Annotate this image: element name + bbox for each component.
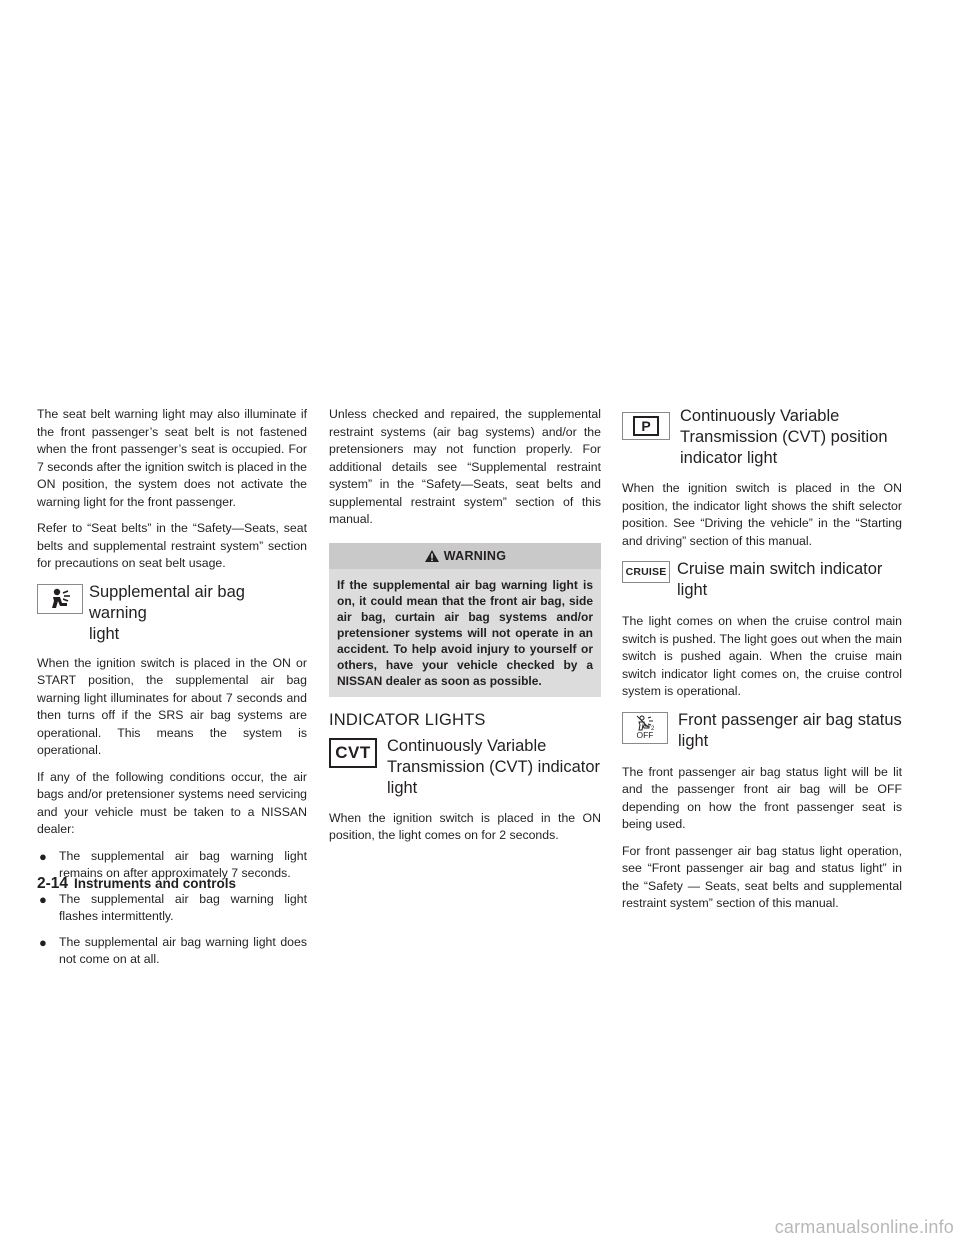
cvt-position-heading-line3: indicator light xyxy=(680,449,778,467)
column-middle xyxy=(329,406,601,854)
airbag-ignition-paragraph: When the ignition switch is placed in the ON or START position, the supplemental air bag warning light illuminates for about 7 seconds and then turns off if the SRS air bag systems are operational. This means the system is operational. xyxy=(37,655,307,757)
passenger-airbag-heading-line1: Front passenger air bag status xyxy=(678,710,902,729)
cvt-indicator-heading xyxy=(329,736,601,800)
passenger-airbag-paragraph: The front passenger air bag status light will be lit and the passenger front air bag will be OFF depending on how the front passenger seat is being used. xyxy=(622,764,902,831)
cvt-position-heading-line2: Transmission (CVT) position xyxy=(680,428,888,446)
svg-text:2: 2 xyxy=(651,726,655,731)
list-item: ● The supplemental air bag warning light remains on after approximately 7 seconds. xyxy=(39,848,307,880)
cruise-heading-line2: light xyxy=(677,581,708,599)
airbag-conditions-paragraph: If any of the following conditions occur, the air bags and/or pretensioner systems need servicing and your vehicle must be taken to a NISSAN dealer: xyxy=(37,769,307,836)
passenger-airbag-reference-paragraph: For front passenger air bag status light operation, see “Front passenger air bag and status light” in the “Safety — Seats, seat belts and supplemental restraint system” section of this manual. xyxy=(622,843,902,910)
airbag-warning-heading xyxy=(37,582,307,645)
p-position-icon: P xyxy=(622,412,670,440)
cvt-heading-line1: Continuously Variable xyxy=(387,736,547,755)
section-name: Instruments and controls xyxy=(74,876,237,891)
cruise-paragraph: The light comes on when the cruise control main switch is pushed. The light goes out when the main switch is pushed again. When the cruise main switch indicator light comes on, the cruise control system is operational. xyxy=(622,614,902,698)
airbag-warning-heading-line1: Supplemental air bag warning xyxy=(89,582,245,622)
cruise-heading-line1: Cruise main switch indicator xyxy=(677,560,883,578)
warning-header xyxy=(329,543,601,569)
column-right xyxy=(622,406,902,922)
bullet-icon: ● xyxy=(39,891,47,907)
list-item: ● The supplemental air bag warning light flashes intermittently. xyxy=(39,891,307,923)
passenger-airbag-off-icon: 2 OFF xyxy=(622,712,668,744)
warning-triangle-icon xyxy=(424,549,440,563)
cvt-position-paragraph: When the ignition switch is placed in the ON position, the indicator light shows the shift selector position. See “Driving the vehicle” in the “Starting and driving” section of this manual. xyxy=(622,481,902,548)
warning-box xyxy=(329,543,601,697)
cvt-indicator-paragraph: When the ignition switch is placed in the ON position, the light comes on for 2 seconds. xyxy=(329,810,601,842)
seat-belt-paragraph: The seat belt warning light may also illuminate if the front passenger’s seat belt is not fastened when the front passenger’s seat is occupied. For 7 seconds after the ignition switch is placed in the ON position, the system does not activate the warning light for the front passenger. xyxy=(37,407,308,509)
page-number: 2-14 xyxy=(37,875,69,892)
cvt-heading-line2: Transmission (CVT) indicator xyxy=(387,757,601,776)
airbag-conditions-list xyxy=(37,848,307,969)
passenger-airbag-icon xyxy=(634,715,656,731)
cvt-heading-line3: light xyxy=(387,778,418,797)
cvt-position-heading-line1: Continuously Variable xyxy=(680,407,840,425)
list-item: ● The supplemental air bag warning light does not come on at all. xyxy=(39,934,307,966)
passenger-airbag-heading xyxy=(622,710,902,754)
warning-title: WARNING xyxy=(443,548,507,563)
page-footer xyxy=(37,875,236,893)
cruise-heading xyxy=(622,559,902,603)
cvt-icon: CVT xyxy=(329,738,377,768)
cvt-position-heading xyxy=(622,406,902,470)
bullet-icon: ● xyxy=(39,934,47,950)
watermark: carmanualsonline.info xyxy=(774,1217,954,1237)
indicator-lights-title: INDICATOR LIGHTS xyxy=(329,710,486,729)
seat-belt-reference-paragraph: Refer to “Seat belts” in the “Safety—Seats, seat belts and supplemental restraint system” section for precautions on seat belt usage. xyxy=(37,521,307,570)
cruise-icon: CRUISE xyxy=(622,561,670,583)
airbag-warning-heading-line2: light xyxy=(89,624,120,643)
airbag-warning-icon xyxy=(37,584,83,614)
bullet-icon: ● xyxy=(39,848,47,864)
warning-text: If the supplemental air bag warning light is on, it could mean that the front air bag, side air bag, curtain air bag systems and/or pretensioner systems will not operate in an accident. To help avoid injury to yourself or others, have your vehicle checked by a NISSAN dealer as soon as possible. xyxy=(337,577,593,688)
srs-repair-paragraph: Unless checked and repaired, the supplemental restraint systems (air bag systems) and/or the pretensioners may not function properly. For additional details see “Supplemental restraint system” in the “Safety—Seats, seat belts and supplemental restraint system” section of this manual. xyxy=(329,407,601,526)
passenger-airbag-heading-line2: light xyxy=(678,731,709,750)
